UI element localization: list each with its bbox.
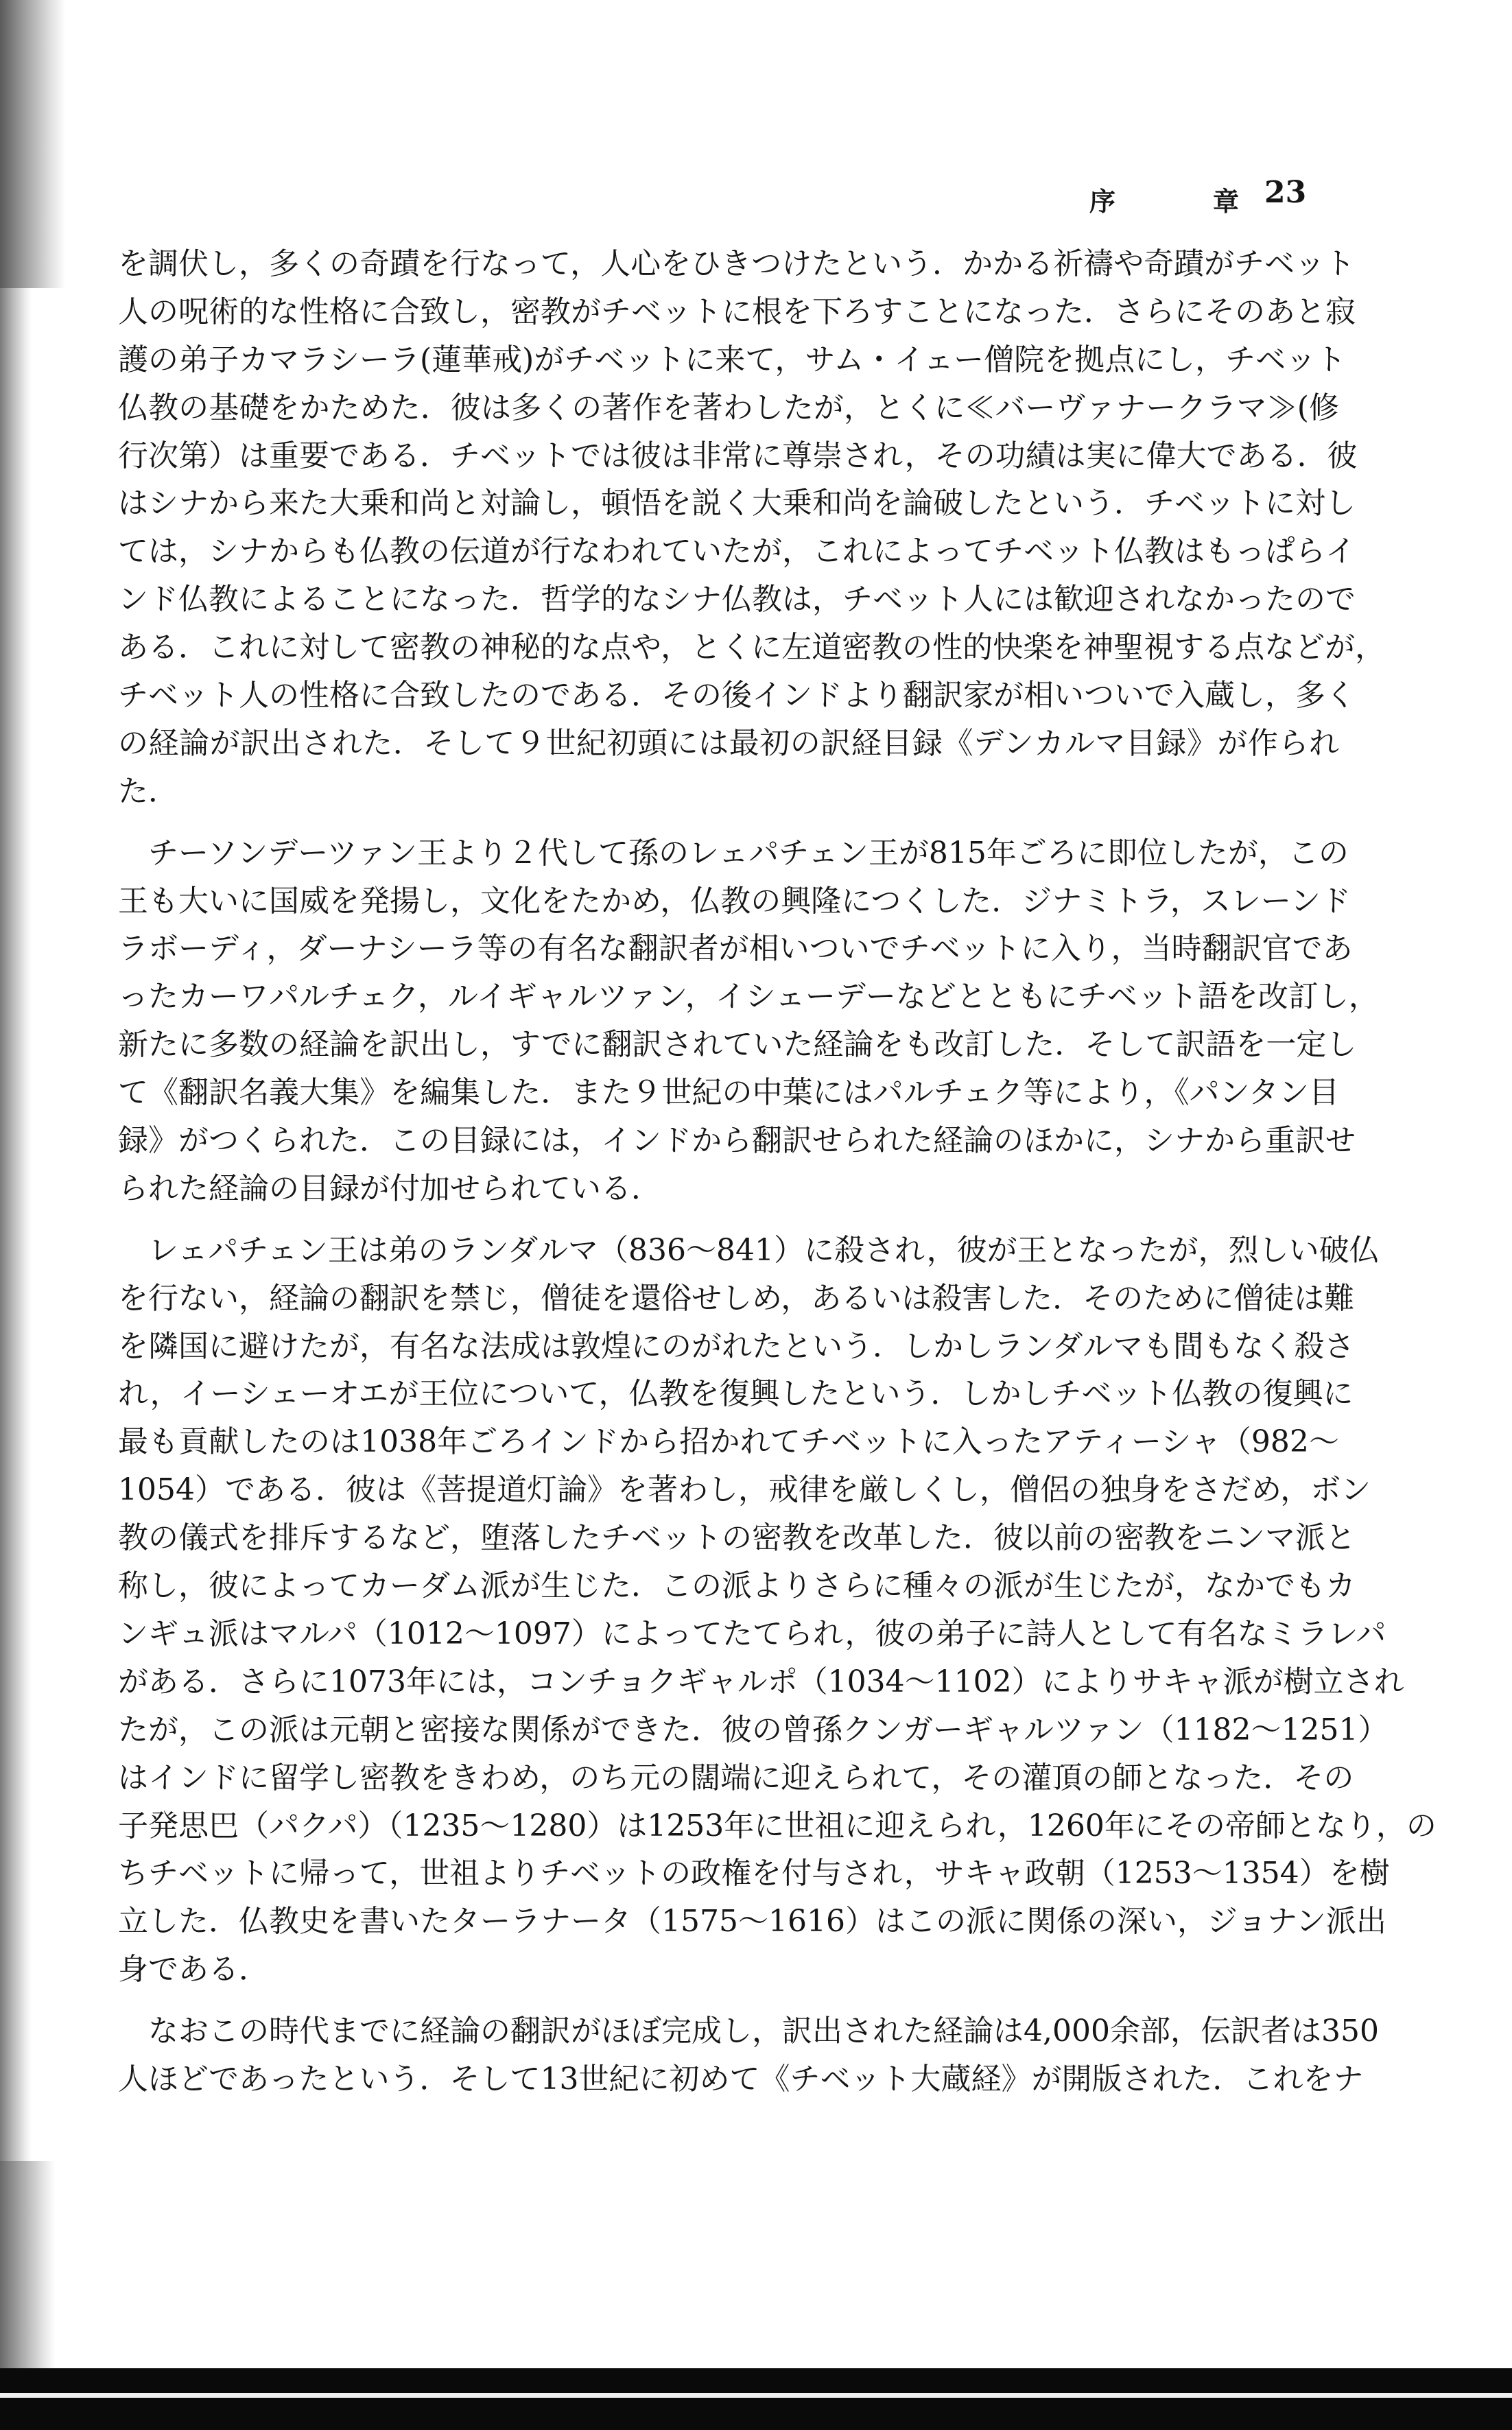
text-line: ては，シナからも仏教の伝道が行なわれていたが，これによってチベット仏教はもっぱらイ bbox=[118, 534, 1356, 569]
text-line: を隣国に避けたが，有名な法成は敦煌にのがれたという．しかしランダルマも間もなく殺さ bbox=[118, 1328, 1355, 1364]
text-line: 人の呪術的な性格に合致し，密教がチベットに根を下ろすことになった．さらにそのあと寂 bbox=[118, 294, 1356, 329]
text-line: 1054）である．彼は《菩提道灯論》を著わし，戒律を厳しくし，僧侶の独身をさだめ，ボン bbox=[118, 1472, 1371, 1508]
text-line: 行次第）は重要である．チベットでは彼は非常に尊崇され，その功績は実に偉大である．彼 bbox=[118, 438, 1358, 473]
text-line: レェパチェン王は弟のランダルマ（836～841）に殺され，彼が王となったが，烈しい破仏 bbox=[118, 1232, 1380, 1268]
text-line: られた経論の目録が付加せられている． bbox=[118, 1170, 661, 1206]
paragraph bbox=[118, 2007, 1379, 2103]
text-line: 録》がつくられた．この目録には，インドから翻訳せられた経論のほかに，シナから重訳せ bbox=[118, 1123, 1356, 1159]
text-line: 子発思巴（パクパ）（1235～1280）は1253年に世祖に迎えられ，1260年にその帝師となり，の bbox=[118, 1808, 1437, 1843]
text-line: ラボーディ，ダーナシーラ等の有名な翻訳者が相いついでチベットに入り，当時翻訳官であ bbox=[118, 931, 1353, 967]
text-line: 教の儀式を排斥するなど，堕落したチベットの密教を改革した．彼以前の密教をニンマ派と bbox=[118, 1520, 1356, 1556]
text-line: たが，この派は元朝と密接な関係ができた．彼の曾孫クンガーギャルツァン（1182～1251） bbox=[118, 1712, 1389, 1747]
text-line: 王も大いに国威を発揚し，文化をたかめ，仏教の興隆につくした．ジナミトラ，スレーンド bbox=[118, 883, 1351, 919]
scan-bottom-edge-line bbox=[0, 2393, 1512, 2398]
text-line: チベット人の性格に合致したのである．その後インドより翻訳家が相いついで入蔵し，多く bbox=[118, 678, 1356, 713]
text-line: 護の弟子カマラシーラ(蓮華戒)がチベットに来て，サム・イェー僧院を拠点にし，チベット bbox=[118, 342, 1347, 377]
text-line: チーソンデーツァン王より２代して孫のレェパチェン王が815年ごろに即位したが，この bbox=[118, 835, 1349, 871]
text-line: 人ほどであったという．そして13世紀に初めて《チベット大蔵経》が開版された．これをナ bbox=[118, 2061, 1364, 2097]
text-line: れ，イーシェーオエが王位について，仏教を復興したという．しかしチベット仏教の復興に bbox=[118, 1376, 1354, 1412]
paragraph bbox=[118, 240, 1386, 816]
text-line: て《翻訳名義大集》を編集した．また９世紀の中葉にはパルチェク等により，《パンタン目 bbox=[118, 1075, 1339, 1111]
text-line: がある．さらに1073年には，コンチョクギャルポ（1034～1102）によりサキャ派が樹立され bbox=[118, 1664, 1404, 1699]
scan-edge-shadow-top bbox=[0, 0, 65, 288]
text-line: を行ない，経論の翻訳を禁じ，僧徒を還俗せしめ，あるいは殺害した．そのために僧徒は難 bbox=[118, 1280, 1355, 1316]
text-line: はインドに留学し密教をきわめ，のち元の闊端に迎えられて，その灌頂の師となった．その bbox=[118, 1760, 1354, 1795]
text-line: を調伏し，多くの奇蹟を行なって，人心をひきつけたという．かかる祈禱や奇蹟がチベット bbox=[118, 246, 1356, 281]
text-line: ンド仏教によることになった．哲学的なシナ仏教は，チベット人には歓迎されなかったので bbox=[118, 582, 1356, 617]
text-line: ある．これに対して密教の神秘的な点や，とくに左道密教の性的快楽を神聖視する点などが， bbox=[118, 630, 1386, 665]
body-text bbox=[118, 240, 1437, 2103]
scan-edge-shadow-bottom bbox=[0, 2161, 55, 2381]
text-line: 仏教の基礎をかためた．彼は多くの著作を著わしたが，とくに≪バーヴァナークラマ≫(修 bbox=[118, 390, 1339, 425]
scan-bottom-edge bbox=[0, 2368, 1512, 2430]
text-line: なおこの時代までに経論の翻訳がほぼ完成し，訳出された経論は4,000余部，伝訳者は350 bbox=[118, 2014, 1379, 2049]
paragraph bbox=[118, 829, 1379, 1213]
text-line: 新たに多数の経論を訳出し，すでに翻訳されていた経論をも改訂した．そして訳語を一定し bbox=[118, 1027, 1357, 1063]
text-line: 身である． bbox=[118, 1952, 269, 1987]
scan-edge-shadow bbox=[0, 0, 32, 2381]
text-line: ったカーワパルチェク，ルイギャルツァン，イシェーデーなどとともにチベット語を改訂し， bbox=[118, 979, 1379, 1015]
text-line: はシナから来た大乗和尚と対論し，頓悟を説く大乗和尚を論破したという．チベットに対し bbox=[118, 486, 1356, 521]
text-line: 立した．仏教史を書いたターラナータ（1575～1616）はこの派に関係の深い，ジョナン派出 bbox=[118, 1904, 1386, 1939]
text-line: 称し，彼によってカーダム派が生じた．この派よりさらに種々の派が生じたが，なかでもカ bbox=[118, 1568, 1356, 1604]
text-line: ちチベットに帰って，世祖よりチベットの政権を付与され，サキャ政朝（1253～1354）を樹 bbox=[118, 1856, 1390, 1891]
text-line: ンギュ派はマルパ（1012～1097）によってたてられ，彼の弟子に詩人として有名なミラレパ bbox=[118, 1616, 1386, 1651]
running-head bbox=[1029, 175, 1317, 216]
paragraph bbox=[118, 1227, 1437, 1994]
page-number: 23 bbox=[1264, 175, 1307, 210]
text-line: の経論が訳出された．そして９世紀初頭には最初の訳経目録《デンカルマ目録》が作られ bbox=[118, 725, 1339, 761]
chapter-title: 序 章 bbox=[1089, 186, 1275, 217]
text-line: た． bbox=[118, 773, 178, 809]
text-line: 最も貢献したのは1038年ごろインドから招かれてチベットに入ったアティーシャ（982～ bbox=[118, 1424, 1339, 1460]
